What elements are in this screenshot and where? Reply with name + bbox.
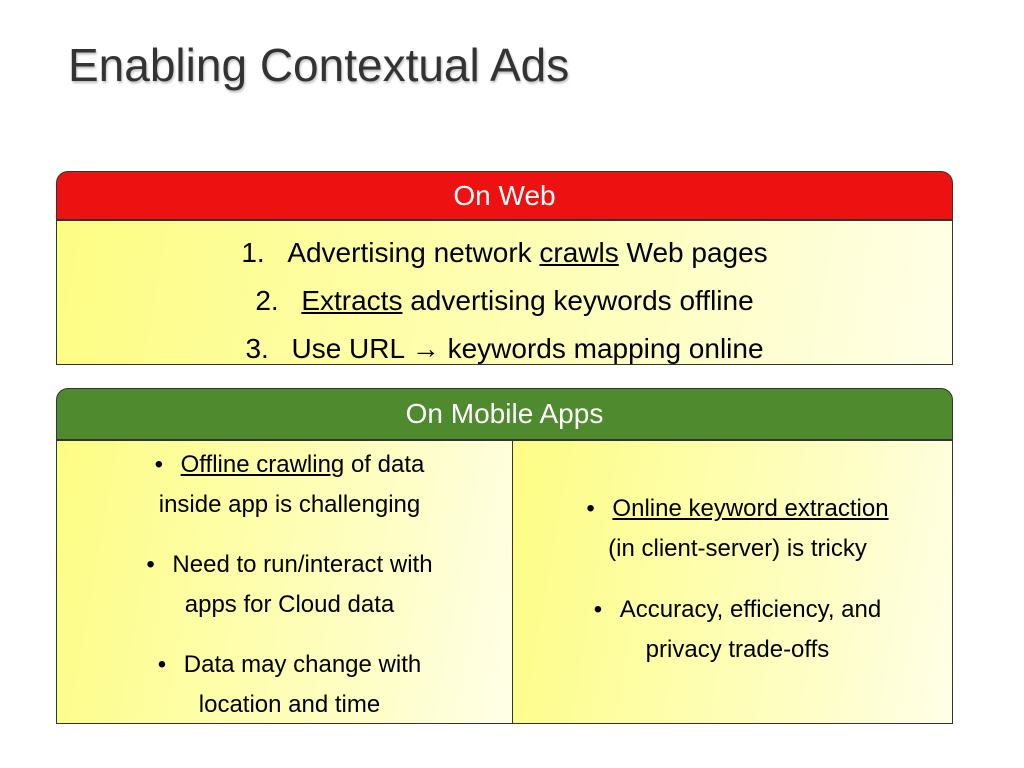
step-text: Advertising network [287,237,540,268]
mobile-header-label: On Mobile Apps [405,398,604,429]
bullet-icon: • [586,495,595,522]
mobile-section-header [56,388,953,440]
bullet-icon: • [146,551,155,578]
step-text: Use URL → keywords mapping online [291,333,764,364]
bullet-icon: • [593,596,603,623]
list-item [87,545,492,625]
step-underlined: Extracts [301,285,403,316]
web-section-header [56,171,953,220]
mobile-left-list [57,441,512,725]
mobile-right-list [513,441,952,670]
item-text: Data may change with [183,651,422,678]
slide-title: Enabling Contextual Ads [68,39,570,91]
item-text: location and time [198,691,381,718]
item-text: (in client-server) is tricky [608,535,867,562]
web-step-1 [57,229,952,277]
item-underlined: Offline crawling [180,451,345,478]
item-text: Need to run/interact with [172,551,433,578]
item-text: privacy trade-offs [645,636,830,663]
step-text: Web pages [618,237,768,268]
list-item [543,590,932,670]
item-text: Accuracy, efficiency, and [619,596,882,623]
bullet-icon: • [154,451,164,478]
web-section-body [56,220,953,365]
item-text: apps for Cloud data [184,591,395,618]
step-number: 2. [255,285,279,316]
mobile-left-panel [56,440,513,724]
item-text: of data [344,451,425,478]
web-header-label: On Web [453,179,556,211]
list-item [87,445,492,525]
step-number: 3. [245,333,269,364]
list-item [87,645,492,725]
web-step-2 [57,277,952,325]
item-text: inside app is challenging [158,491,421,518]
web-step-3 [57,325,952,373]
mobile-right-panel [512,440,953,724]
item-underlined: Online keyword extraction [612,495,889,522]
step-text: advertising keywords offline [402,285,754,316]
web-steps-list [57,221,952,373]
list-item [543,489,932,569]
step-number: 1. [241,237,265,268]
step-underlined: crawls [539,237,619,268]
bullet-icon: • [157,651,167,678]
